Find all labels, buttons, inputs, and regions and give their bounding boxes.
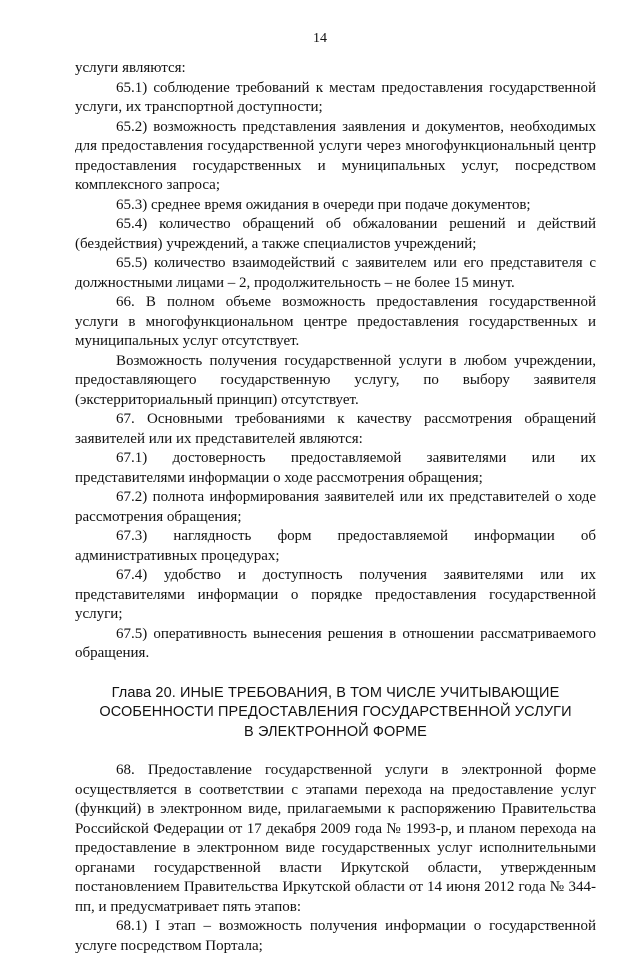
paragraphs-after-heading [75, 761, 596, 956]
paragraph: 67. Основными требованиями к качеству рассмотрения обращений заявителей или их представителей являются: [75, 411, 596, 447]
paragraph: 67.4) удобство и доступность получения заявителями или их представителями информации о порядке предоставления государственной услуги; [75, 567, 596, 622]
paragraphs-before-heading [75, 59, 596, 664]
paragraph: 65.5) количество взаимодействий с заявителем или его представителя с должностными лицами – 2, продолжительность – не более 15 минут. [75, 255, 596, 291]
paragraph: 65.3) среднее время ожидания в очереди при подаче документов; [116, 196, 531, 213]
paragraph: услуги являются: [75, 60, 186, 76]
paragraph: 65.2) возможность представления заявления и документов, необходимых для предоставления государственной услуги через многофункциональный центр предоставления государственных и муниципальных услуг, посредством комплексного запроса; [75, 118, 596, 193]
paragraph: 68. Предоставление государственной услуги в электронной форме осуществляется в соответствии с этапами перехода на предоставление услуг (функций) в электронном виде, прилагаемыми к распоряжению Правительства Российской Федерации от 17 декабря 2009 года № 1993-р, и планом перехода на предоставление в электронном виде государственных услуг исполнительными органами государственной власти Иркутской области, утвержденным постановлением Правительства Иркутской области от 14 июня 2012 года № 344-пп, и предусматривает пять этапов: [75, 762, 596, 915]
paragraph: 67.5) оперативность вынесения решения в отношении рассматриваемого обращения. [75, 625, 596, 661]
page-number: 14 [313, 31, 327, 46]
document-body [75, 59, 596, 956]
paragraph: Возможность получения государственной услуги в любом учреждении, предоставляющего государственную услугу, по выбору заявителя (экстерриториальный принцип) отсутствует. [75, 352, 596, 408]
paragraph: 66. В полном объеме возможность предоставления государственной услуги в многофункциональном центре предоставления государственных и муниципальных услуг отсутствует. [75, 294, 596, 349]
chapter-heading-line: В ЭЛЕКТРОННОЙ ФОРМЕ [244, 723, 427, 740]
paragraph: 68.1) I этап – возможность получения информации о государственной услуге посредством Портала; [75, 918, 596, 954]
chapter-heading-line: ОСОБЕННОСТИ ПРЕДОСТАВЛЕНИЯ ГОСУДАРСТВЕННОЙ УСЛУГИ [99, 704, 572, 720]
paragraph: 67.3) наглядность форм предоставляемой информации об административных процедурах; [75, 528, 596, 564]
paragraph: 67.1) достоверность предоставляемой заявителями или их представителями информации о ходе рассмотрения обращения; [75, 450, 596, 486]
chapter-heading-line: Глава 20. ИНЫЕ ТРЕБОВАНИЯ, В ТОМ ЧИСЛЕ УЧИТЫВАЮЩИЕ [111, 684, 560, 701]
paragraph: 67.2) полнота информирования заявителей или их представителей о ходе рассмотрения обращения; [75, 489, 596, 525]
paragraph: 65.4) количество обращений об обжаловании решений и действий (бездействия) учреждений, а также специалистов учреждений; [75, 216, 596, 252]
chapter-heading [75, 684, 596, 743]
paragraph: 65.1) соблюдение требований к местам предоставления государственной услуги, их транспортной доступности; [75, 79, 596, 115]
